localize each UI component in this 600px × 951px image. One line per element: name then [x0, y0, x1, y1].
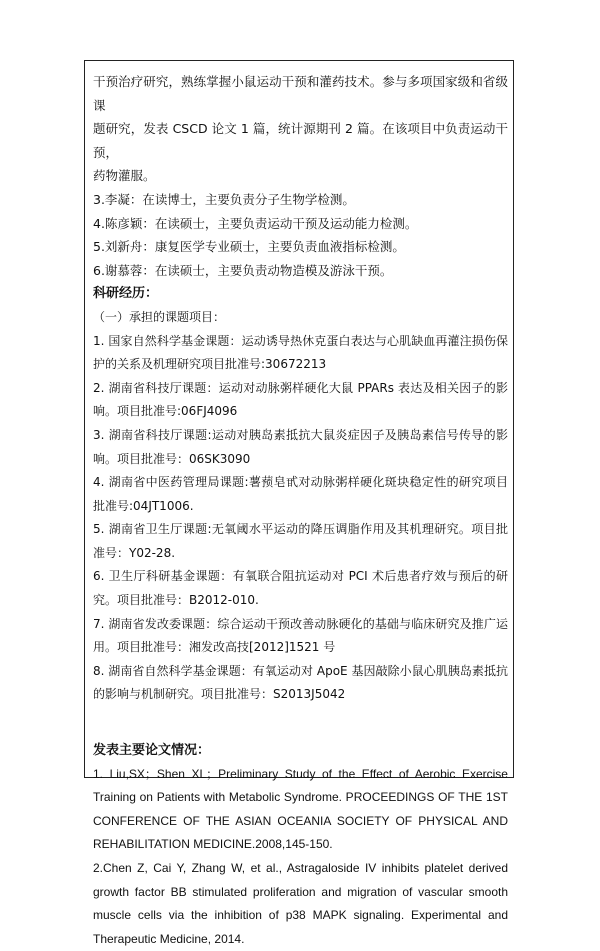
- project-item: 1. 国家自然科学基金课题：运动诱导热休克蛋白表达与心肌缺血再灌注损伤保护的关系及机理研究项目批准号:30672213: [93, 333, 508, 372]
- paper-item: 2.Chen Z, Cai Y, Zhang W, et al., Astragaloside IV inhibits platelet derived growth factor BB stimulated proliferation and migration of vascular smooth muscle cells via the inhibition of p38 MAPK signaling. Experimental and Therapeutic Medicine, 2014.: [93, 861, 508, 946]
- project-item: 2. 湖南省科技厅课题：运动对动脉粥样硬化大鼠 PPARs 表达及相关因子的影响。项目批准号:06FJ4096: [93, 380, 508, 419]
- project-item: 5. 湖南省卫生厅课题:无氧阈水平运动的降压调脂作用及其机理研究。项目批准号：Y02-28.: [93, 522, 508, 560]
- papers-heading: 发表主要论文情况：: [93, 743, 211, 759]
- document-body: [93, 70, 508, 951]
- member-item: 4.陈彦颖：在读硕士，主要负责运动干预及运动能力检测。: [93, 215, 418, 231]
- project-item: 7. 湖南省发改委课题：综合运动干预改善动脉硬化的基础与临床研究及推广运用。项目批准号：湘发改高技[2012]1521 号: [93, 616, 508, 655]
- intro-line: 干预治疗研究，熟练掌握小鼠运动干预和灌药技术。参与多项国家级和省级课: [93, 74, 508, 113]
- member-item: 3.李凝：在读博士，主要负责分子生物学检测。: [93, 191, 355, 207]
- member-item: 5.刘新舟：康复医学专业硕士，主要负责血液指标检测。: [93, 239, 405, 255]
- section-spacer: [93, 707, 508, 739]
- research-heading: 科研经历：: [93, 286, 159, 302]
- paper-item: 1. Liu,SX；Shen XL；Preliminary Study of the Effect of Aerobic Exercise Training on Patients with Metabolic Syndrome. PROCEEDINGS OF THE 1ST CONFERENCE OF THE ASIAN OCEANIA SOCIETY OF PHYSICAL AND REHABILITATION MEDICINE.2008,145-150.: [93, 766, 508, 852]
- project-item: 6. 卫生厅科研基金课题：有氧联合阻抗运动对 PCI 术后患者疗效与预后的研究。项目批准号：B2012-010.: [93, 569, 508, 608]
- member-item: 6.谢慕蓉：在读硕士，主要负责动物造模及游泳干预。: [93, 262, 393, 278]
- project-item: 3. 湖南省科技厅课题:运动对胰岛素抵抗大鼠炎症因子及胰岛素信号传导的影响。项目批准号：06SK3090: [93, 427, 508, 466]
- intro-line: 题研究，发表 CSCD 论文 1 篇，统计源期刊 2 篇。在该项目中负责运动干预，: [93, 121, 508, 160]
- projects-subheading: （一）承担的课题项目：: [93, 309, 226, 324]
- project-item: 4. 湖南省中医药管理局课题:薯蓣皂甙对动脉粥样硬化斑块稳定性的研究项目批准号:04JT1006.: [93, 475, 508, 513]
- intro-line: 药物灌服。: [93, 168, 156, 184]
- project-item: 8. 湖南省自然科学基金课题：有氧运动对 ApoE 基因敲除小鼠心肌胰岛素抵抗的影响与机制研究。项目批准号：S2013J5042: [93, 663, 508, 702]
